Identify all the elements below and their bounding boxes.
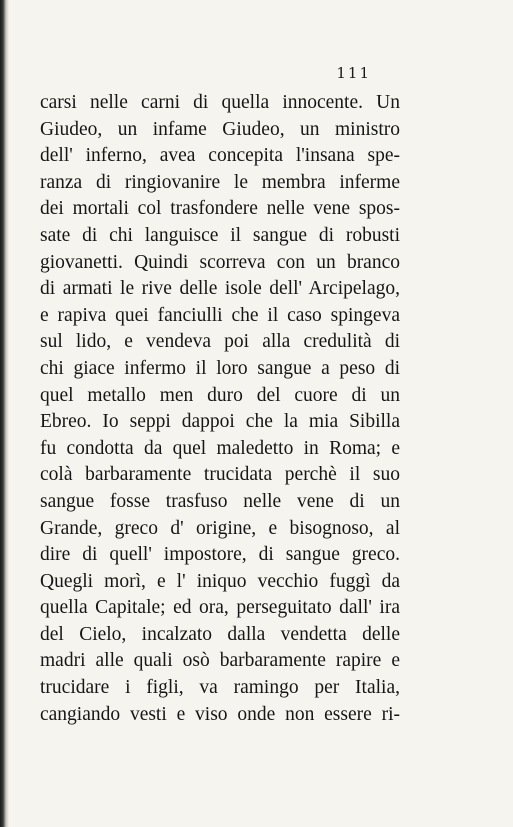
- text-line: carsi nelle carni di quella innocente. Un: [40, 92, 400, 113]
- text-line: colà barbaramente trucidata perchè il suo: [40, 464, 400, 486]
- text-line: cangiando vesti e viso onde non essere ri-: [40, 703, 400, 725]
- text-line: quella Capitale; ed ora, perseguitato dall' ira: [40, 597, 400, 619]
- text-line: dire di quell' impostore, di sangue greco.: [40, 544, 400, 566]
- text-line: sul lido, e vendeva poi alla credulità di: [40, 331, 400, 353]
- text-line: del Cielo, incalzato dalla vendetta delle: [40, 623, 400, 645]
- text-line: Giudeo, un infame Giudeo, un ministro: [40, 118, 400, 140]
- text-line: sangue fosse trasfuso nelle vene di un: [40, 490, 400, 512]
- text-line: di armati le rive delle isole dell' Arcipelago,: [40, 278, 400, 300]
- text-line: giovanetti. Quindi scorreva con un branco: [40, 251, 400, 273]
- text-line: fu condotta da quel maledetto in Roma; e: [40, 437, 400, 459]
- text-line: chi giace infermo il loro sangue a peso di: [40, 357, 400, 379]
- text-line: e rapiva quei fanciulli che il caso spingeva: [40, 304, 400, 326]
- text-line: sate di chi languisce il sangue di robusti: [40, 224, 400, 246]
- text-line: madri alle quali osò barbaramente rapire e: [40, 650, 400, 672]
- text-line: quel metallo men duro del cuore di un: [40, 384, 400, 406]
- page-binding-edge: [0, 0, 9, 827]
- text-line: dell' inferno, avea concepita l'insana spe-: [40, 145, 400, 167]
- text-line: Quegli morì, e l' iniquo vecchio fuggì da: [40, 570, 400, 592]
- text-line: ranza di ringiovanire le membra inferme: [40, 171, 400, 193]
- text-line: Grande, greco d' origine, e bisognoso, al: [40, 517, 400, 539]
- body-text: [40, 90, 400, 728]
- page-number: 111: [336, 64, 371, 82]
- text-line: trucidare i figli, va ramingo per Italia,: [40, 677, 400, 699]
- text-line: Ebreo. Io seppi dappoi che la mia Sibilla: [40, 411, 400, 433]
- text-line: dei mortali col trasfondere nelle vene spos-: [40, 198, 400, 220]
